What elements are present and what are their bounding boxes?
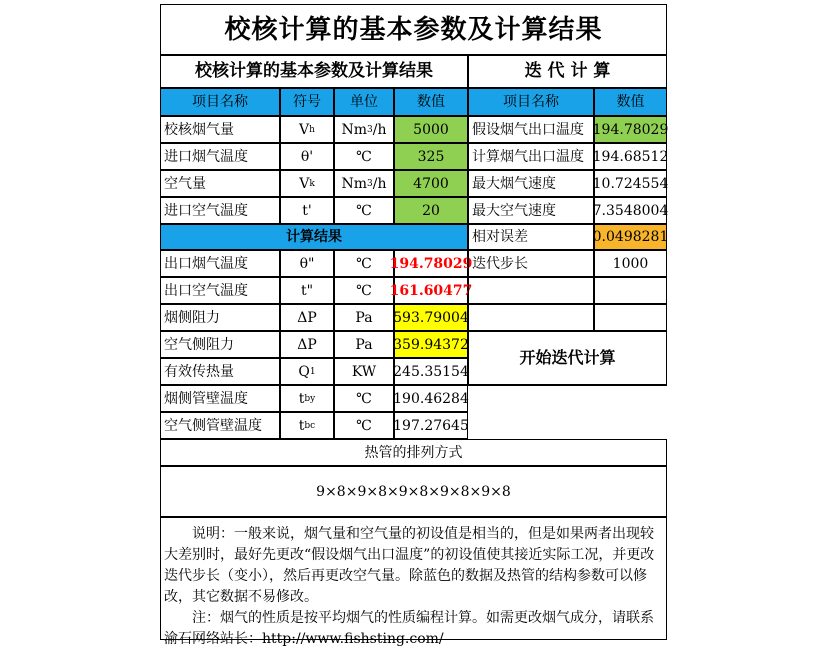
result-unit: Pa [334, 331, 394, 358]
col-header-unit: 单位 [334, 88, 394, 116]
result-unit: Pa [334, 304, 394, 331]
spreadsheet [160, 4, 669, 647]
result-unit: ℃ [334, 385, 394, 412]
input-name: 进口烟气温度 [160, 143, 280, 170]
result-unit: ℃ [334, 250, 394, 277]
input-unit: Nm 3 /h [334, 116, 394, 143]
input-symbol: V h [280, 116, 334, 143]
result-value: 194.78029 [394, 250, 468, 277]
right-section-header: 迭 代 计 算 [468, 55, 667, 88]
step-size-cell[interactable]: 1000 [594, 250, 667, 277]
result-name: 空气侧阻力 [160, 331, 280, 358]
iter-name: 假设烟气出口温度 [468, 116, 594, 143]
result-value: 190.46284 [394, 385, 468, 412]
left-section-header: 校核计算的基本参数及计算结果 [160, 55, 468, 88]
result-value: 593.79004 [394, 304, 468, 331]
iter-name: 最大空气速度 [468, 197, 594, 224]
input-unit: ℃ [334, 197, 394, 224]
result-symbol: ΔP [280, 331, 334, 358]
start-iteration-button[interactable]: 开始迭代计算 [468, 331, 667, 385]
iter-value: 10.724554 [594, 170, 667, 197]
iter-value-cell[interactable]: 194.78029 [594, 116, 667, 143]
result-name: 有效传热量 [160, 358, 280, 385]
result-symbol: t bc [280, 412, 334, 439]
result-name: 出口空气温度 [160, 277, 280, 304]
input-symbol: t' [280, 197, 334, 224]
iter-col-header-name: 项目名称 [468, 88, 594, 116]
col-header-value: 数值 [394, 88, 468, 116]
result-value: 161.60477 [394, 277, 468, 304]
iter-value: 7.3548004 [594, 197, 667, 224]
page-title: 校核计算的基本参数及计算结果 [160, 4, 667, 55]
result-symbol: Q 1 [280, 358, 334, 385]
arrangement-value[interactable]: 9×8×9×8×9×8×9×8×9×8 [160, 466, 667, 517]
iter-name: 计算烟气出口温度 [468, 143, 594, 170]
result-symbol: ΔP [280, 304, 334, 331]
result-unit: ℃ [334, 277, 394, 304]
empty-cell [468, 277, 594, 304]
result-name: 烟侧管壁温度 [160, 385, 280, 412]
iter-name: 迭代步长 [468, 250, 594, 277]
iter-col-header-value: 数值 [594, 88, 667, 116]
input-unit: Nm 3 /h [334, 170, 394, 197]
input-value-cell[interactable]: 4700 [394, 170, 468, 197]
result-name: 烟侧阻力 [160, 304, 280, 331]
col-header-name: 项目名称 [160, 88, 280, 116]
result-value: 197.27645 [394, 412, 468, 439]
empty-cell [594, 277, 667, 304]
input-unit: ℃ [334, 143, 394, 170]
result-name: 空气侧管壁温度 [160, 412, 280, 439]
relative-error-value: 0.0498281 [594, 224, 667, 250]
iter-value: 194.68512 [594, 143, 667, 170]
result-symbol: θ" [280, 250, 334, 277]
col-header-symbol: 符号 [280, 88, 334, 116]
notes-box [160, 517, 667, 647]
input-name: 校核烟气量 [160, 116, 280, 143]
result-symbol: t" [280, 277, 334, 304]
result-name: 出口烟气温度 [160, 250, 280, 277]
note-instructions: 说明：一般来说，烟气量和空气量的初设值是相当的，但是如果两者出现较大差别时，最好先更改“假设烟气出口温度”的初设值使其接近实际工况，并更改迭代步长（变小），然后再更改空气量。除蓝色的数据及热管的结构参数可以修改，其它数据不易修改。 [164, 526, 655, 605]
iter-name: 相对误差 [468, 224, 594, 250]
empty-cell [468, 304, 594, 331]
arrangement-label: 热管的排列方式 [160, 439, 667, 466]
input-name: 空气量 [160, 170, 280, 197]
blank-area [468, 385, 667, 439]
result-symbol: t by [280, 385, 334, 412]
result-value: 359.94372 [394, 331, 468, 358]
result-unit: KW [334, 358, 394, 385]
result-value: 245.35154 [394, 358, 468, 385]
input-value-cell[interactable]: 325 [394, 143, 468, 170]
input-symbol: V k [280, 170, 334, 197]
input-value-cell[interactable]: 5000 [394, 116, 468, 143]
note-flue-gas: 注：烟气的性质是按平均烟气的性质编程计算。如需更改烟气成分，请联系渝石网络站长：http://www.fishsting.com/ [164, 610, 654, 647]
iter-name: 最大烟气速度 [468, 170, 594, 197]
result-unit: ℃ [334, 412, 394, 439]
empty-cell [594, 304, 667, 331]
input-name: 进口空气温度 [160, 197, 280, 224]
input-symbol: θ' [280, 143, 334, 170]
input-value-cell[interactable]: 20 [394, 197, 468, 224]
results-header: 计算结果 [160, 224, 468, 250]
